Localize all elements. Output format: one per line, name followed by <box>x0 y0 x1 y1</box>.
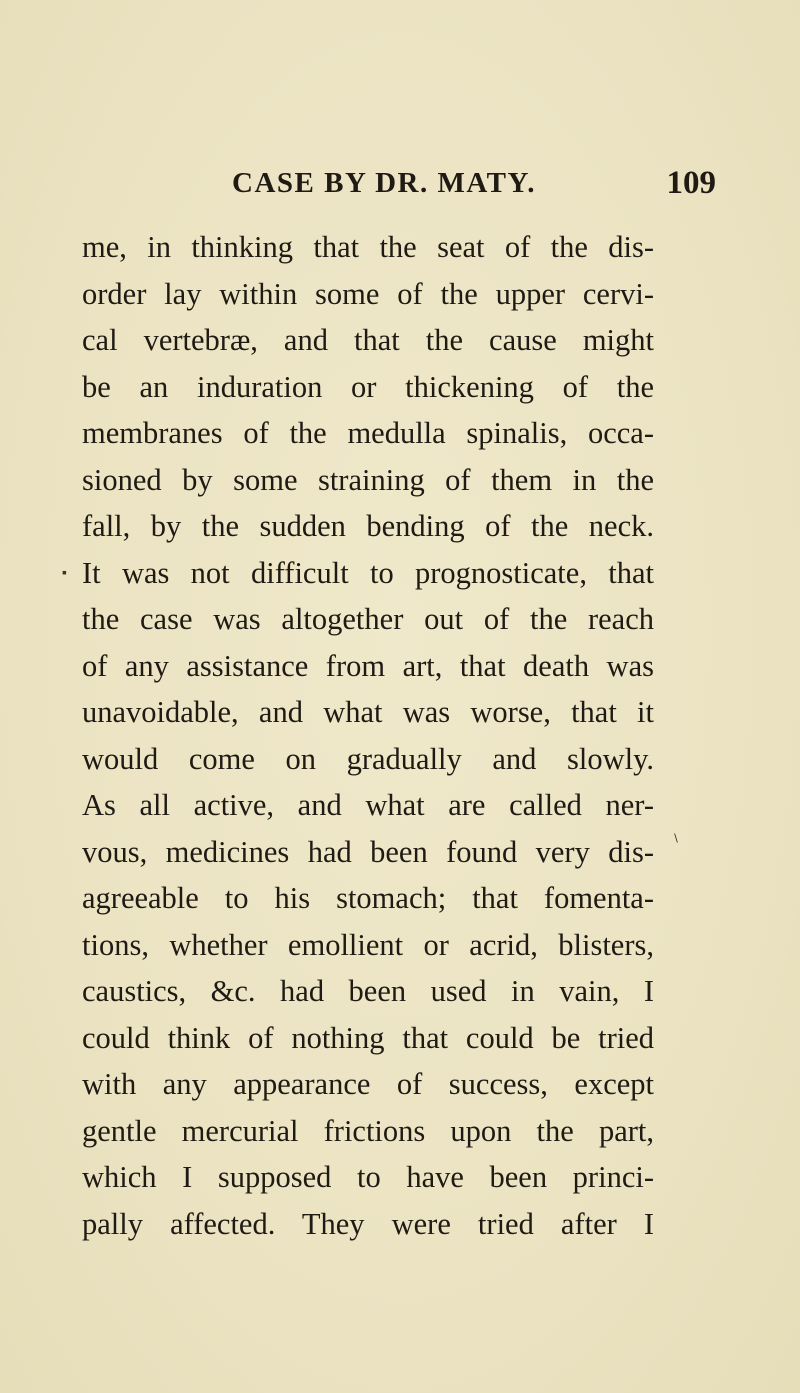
text-line: It was not difficult to prognosticate, that <box>82 555 654 590</box>
text-line: the case was altogether out of the reach <box>82 602 654 636</box>
text-line: order lay within some of the upper cervi- <box>82 276 654 311</box>
text-line: with any appearance of success, except <box>82 1067 654 1101</box>
text-line: membranes of the medulla spinalis, occa- <box>82 416 654 450</box>
text-line: As all active, and what are called ner- <box>82 788 654 822</box>
text-line: which I supposed to have been princi- <box>82 1160 654 1194</box>
running-head-title: CASE BY DR. MATY. <box>232 167 536 199</box>
text-line: gentle mercurial frictions upon the part, <box>82 1113 654 1148</box>
text-line: me, in thinking that the seat of the dis- <box>82 230 654 264</box>
text-line: sioned by some straining of them in the <box>82 462 654 497</box>
page-number: 109 <box>666 165 716 201</box>
margin-speck: ∖ <box>672 833 680 845</box>
text-line: caustics, &c. had been used in vain, I <box>82 974 654 1008</box>
text-line: fall, by the sudden bending of the neck. <box>82 509 654 543</box>
text-line: could think of nothing that could be tried <box>82 1020 654 1055</box>
text-line: be an induration or thickening of the <box>82 369 654 404</box>
text-line: agreeable to his stomach; that fomenta- <box>82 881 654 915</box>
text-line: of any assistance from art, that death was <box>82 648 654 683</box>
margin-speck: ▪ <box>62 566 67 581</box>
text-line: vous, medicines had been found very dis- <box>82 834 654 869</box>
text-line: cal vertebræ, and that the cause might <box>82 323 654 357</box>
text-line: would come on gradually and slowly. <box>82 741 654 776</box>
running-head <box>60 163 756 203</box>
text-line: pally affected. They were tried after I <box>82 1206 654 1241</box>
body-text <box>82 224 654 1247</box>
text-line: tions, whether emollient or acrid, blisters, <box>82 927 654 962</box>
text-line: unavoidable, and what was worse, that it <box>82 695 654 729</box>
